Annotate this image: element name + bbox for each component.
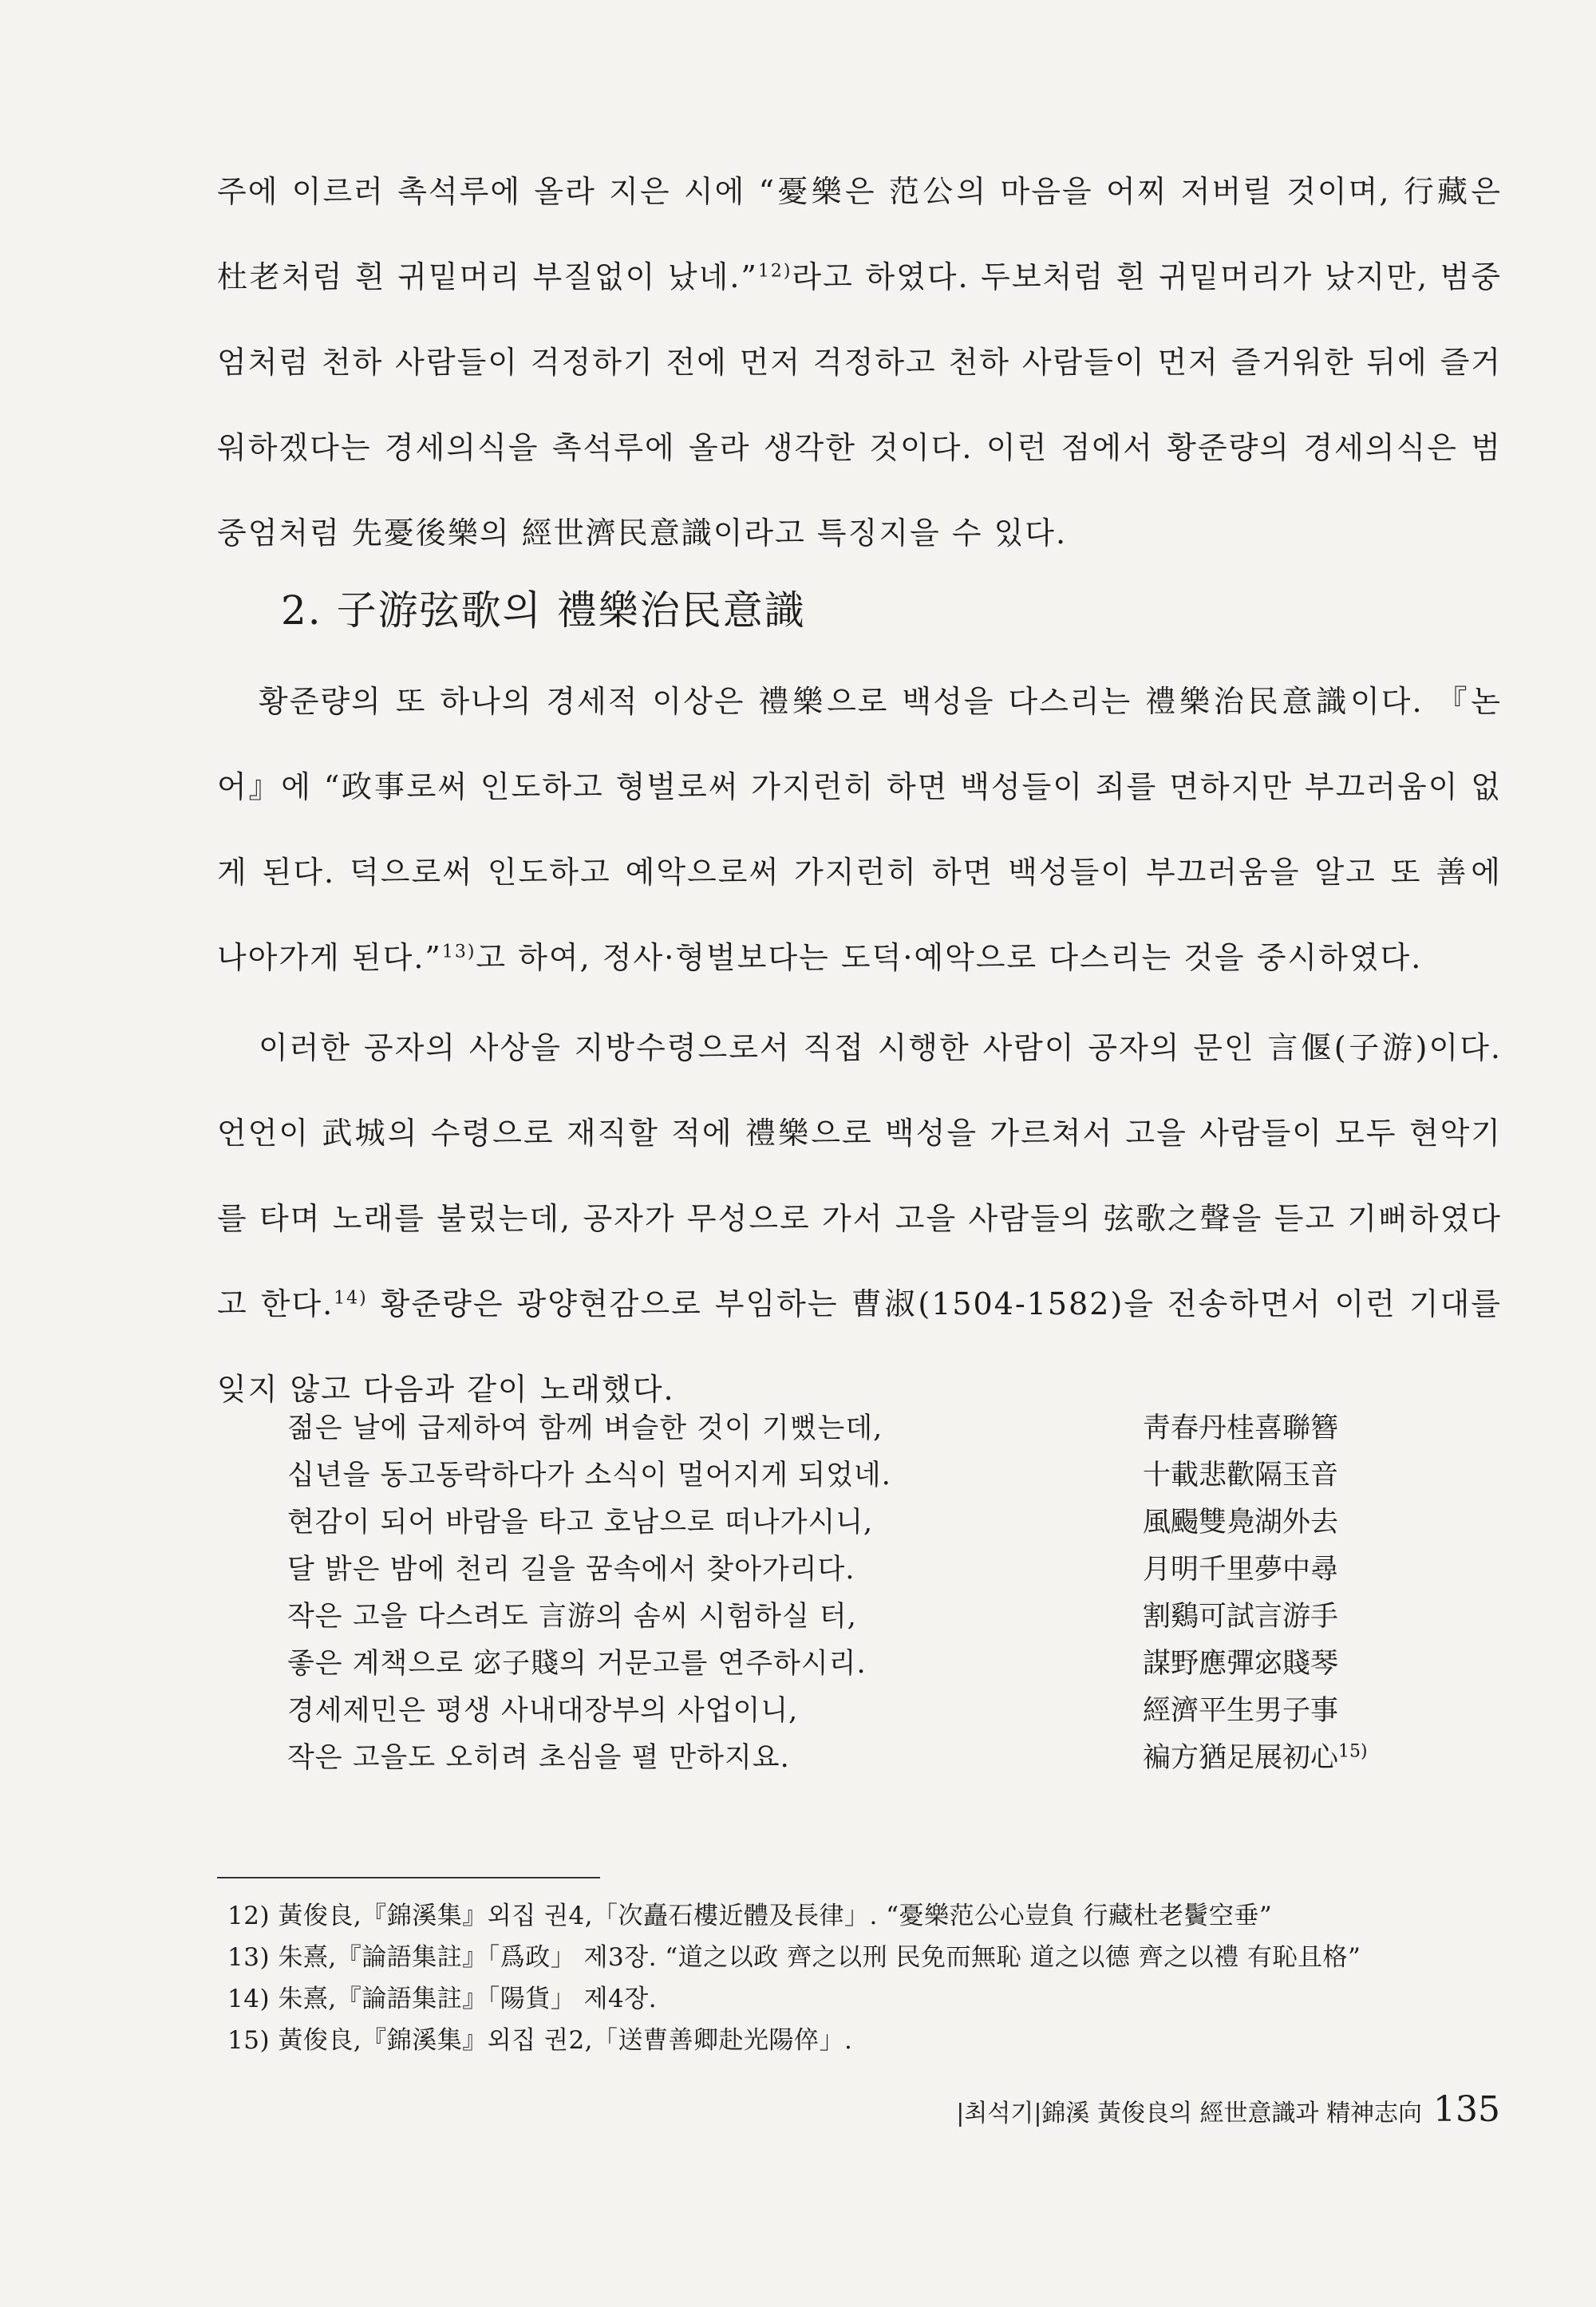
poem-korean: 좋은 계책으로 宓子賤의 거문고를 연주하시리. [287,1648,867,1680]
page-number: 135 [1433,2089,1500,2130]
footnote-13: 13) 朱熹,『論語集註』「爲政」 제3장. “道之以政 齊之以刑 民免而無恥 道之以德 齊之以禮 有恥且格” [227,1943,1361,1972]
poem-line [287,1453,1404,1500]
footnote-12: 12) 黃俊良,『錦溪集』외집 권4,「次矗石樓近體及長律」. “憂樂范公心豈負 行藏杜老鬢空垂” [227,1902,1273,1930]
paragraph-2 [217,659,1502,1001]
paragraph-1-rest: 라고 하였다. 두보처럼 흰 귀밑머리가 났지만, 범중엄처럼 천하 사람들이 걱정하기 전에 먼저 걱정하고 천하 사람들이 먼저 즐거워한 뒤에 즐거워하겠다는 경세의식을 촉석루에 올라 생각한 것이다. 이런 점에서 황준량의 경세의식은 범중엄처럼 先憂後樂의 經世濟民意識이라고 특징지을 수 있다. [217,259,1502,551]
poem-line [287,1594,1404,1641]
footnote-ref-14[interactable]: 14) [334,1288,368,1309]
poem-korean: 경세제민은 평생 사내대장부의 사업이니, [287,1695,799,1727]
poem-korean: 젊은 날에 급제하여 함께 벼슬한 것이 기뻤는데, [287,1412,883,1444]
footnote-14: 14) 朱熹,『論語集註』「陽貨」 제4장. [227,1985,658,2013]
poem-hanja: 謀野應彈宓賤琴 [1143,1648,1339,1680]
footnote-divider [217,1877,600,1878]
poem-korean: 달 밝은 밤에 천리 길을 꿈속에서 찾아가리다. [287,1554,855,1586]
poem-hanja-text: 褊方猶足展初心 [1143,1742,1339,1774]
paragraph-3-text: 이러한 공자의 사상을 지방수령으로서 직접 시행한 사람이 공자의 문인 言偃(子游)이다. 언언이 武城의 수령으로 재직할 적에 禮樂으로 백성을 가르쳐서 고을 사람들이 모두 현악기를 타며 노래를 불렀는데, 공자가 무성으로 가서 고을 사람들의 弦歌之聲을 듣고 기뻐하였다고 한다. [217,1030,1502,1321]
footnote-ref-13[interactable]: 13) [441,942,476,962]
poem-hanja: 月明千里夢中尋 [1143,1554,1339,1586]
poem-hanja: 割鷄可試言游手 [1143,1601,1339,1633]
footnotes [227,1895,1504,2061]
poem [287,1406,1404,1783]
poem-korean: 작은 고을도 오히려 초심을 펼 만하지요. [287,1742,790,1774]
poem-korean: 현감이 되어 바람을 타고 호남으로 떠나가시니, [287,1507,874,1539]
paragraph-3 [217,1005,1502,1432]
footnote-ref-12[interactable]: 12) [757,261,792,282]
paragraph-1-text: 주에 이르러 촉석루에 올라 지은 시에 “憂樂은 范公의 마음을 어찌 저버릴 것이며, 行藏은 杜老처럼 흰 귀밑머리 부질없이 났네.” [217,174,1502,294]
running-head-title: |최석기|錦溪 黃俊良의 經世意識과 精神志向 [956,2100,1423,2127]
poem-hanja: 風颺雙鳧湖外去 [1143,1507,1339,1539]
paragraph-2-rest: 고 하여, 정사·형벌보다는 도덕·예악으로 다스리는 것을 중시하였다. [476,940,1423,975]
poem-hanja: 靑春丹桂喜聯簪 [1143,1412,1339,1444]
section-heading: 2. 子游弦歌의 禮樂治民意識 [281,587,806,634]
poem-line [287,1736,1404,1783]
poem-line [287,1547,1404,1594]
paragraph-1 [217,149,1502,576]
poem-line [287,1500,1404,1547]
footnote-ref-15[interactable]: 15) [1338,1741,1368,1762]
poem-hanja [1143,1736,1368,1776]
poem-line [287,1689,1404,1736]
footnote-15: 15) 黃俊良,『錦溪集』외집 권2,「送曹善卿赴光陽倅」. [227,2026,853,2055]
poem-korean: 작은 고을 다스려도 言游의 솜씨 시험하실 터, [287,1601,857,1633]
paragraph-3-rest: 황준량은 광양현감으로 부임하는 曹淑(1504-1582)을 전송하면서 이런 기대를 잊지 않고 다음과 같이 노래했다. [217,1286,1502,1407]
poem-hanja: 十載悲歡隔玉音 [1143,1460,1339,1491]
running-head [956,2089,1500,2130]
poem-line [287,1406,1404,1453]
paragraph-2-text: 황준량의 또 하나의 경세적 이상은 禮樂으로 백성을 다스리는 禮樂治民意識이다. 『논어』에 “政事로써 인도하고 형벌로써 가지런히 하면 백성들이 죄를 면하지만 부끄러움이 없게 된다. 덕으로써 인도하고 예악으로써 가지런히 하면 백성들이 부끄러움을 알고 또 善에 나아가게 된다.” [217,684,1502,975]
poem-line [287,1641,1404,1689]
poem-korean: 십년을 동고동락하다가 소식이 멀어지게 되었네. [287,1460,891,1491]
poem-hanja: 經濟平生男子事 [1143,1695,1339,1727]
